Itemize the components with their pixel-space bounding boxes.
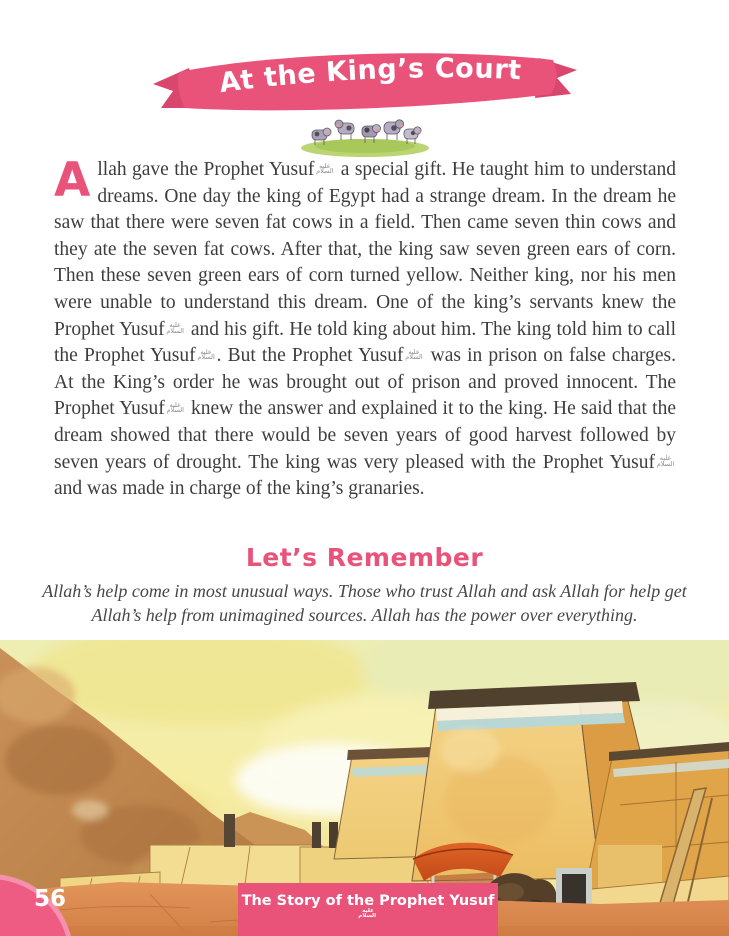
honorific-mark: عليه السلام — [166, 321, 184, 335]
story-segment: was in prison on false charges. At the King’s order he was brought out of prison and proved innocent. The Prophet Yusuf — [54, 345, 676, 420]
chapter-title: At the King’s Court — [217, 53, 523, 100]
series-title: The Story of the Prophet Yusuf — [241, 893, 495, 909]
drop-cap: A — [54, 153, 91, 208]
story-segment: and his gift. He told king about him. The king told him to call the Prophet Yusuf — [54, 318, 676, 367]
lets-remember-section — [0, 543, 729, 627]
story-paragraph — [54, 153, 676, 503]
honorific-mark: عليه السلام — [316, 161, 334, 175]
footer-series-banner — [238, 883, 498, 936]
story-text-block — [54, 153, 676, 503]
honorific-mark: عليه السلام — [166, 400, 184, 415]
honorific-mark: عليه السلام — [656, 454, 675, 468]
story-segment: and was made in charge of the king’s granaries. — [54, 478, 425, 500]
page-number: 56 — [33, 886, 66, 912]
honorific-mark: عليه السلام — [358, 908, 376, 919]
story-segment: . But the Prophet Yusuf — [216, 345, 404, 367]
honorific-mark: عليه السلام — [197, 347, 215, 362]
honorific-mark: عليه السلام — [405, 347, 423, 362]
lets-remember-title: Let’s Remember — [245, 543, 484, 572]
story-segment: knew the answer and explained it to the king. He said that the dream showed that there would be seven years of good harvest followed by seven years of drought. The king was very pleased with the Prophet Yusuf — [54, 398, 676, 473]
cows-illustration — [294, 112, 436, 158]
lets-remember-body: Allah’s help come in most unusual ways. Those who trust Allah and ask Allah for help get Allah’s help from unimagined sources. Allah has the power over everything. — [42, 581, 687, 625]
story-segment: a special gift. He taught him to understand dreams. One day the king of Egypt had a strange dream. In the dream he saw that there were seven fat cows in a field. Then came seven thin cows and they ate the seven fat cows. After that, the king saw seven green ears of corn. Then these seven green ears of corn turned yellow. Neither king, nor his men were unable to understand this dream. One of the king’s servants knew the Prophet Yusuf — [54, 159, 676, 340]
story-segment: llah gave the Prophet Yusuf — [97, 159, 315, 180]
cows-on-grass-icon — [294, 112, 436, 158]
